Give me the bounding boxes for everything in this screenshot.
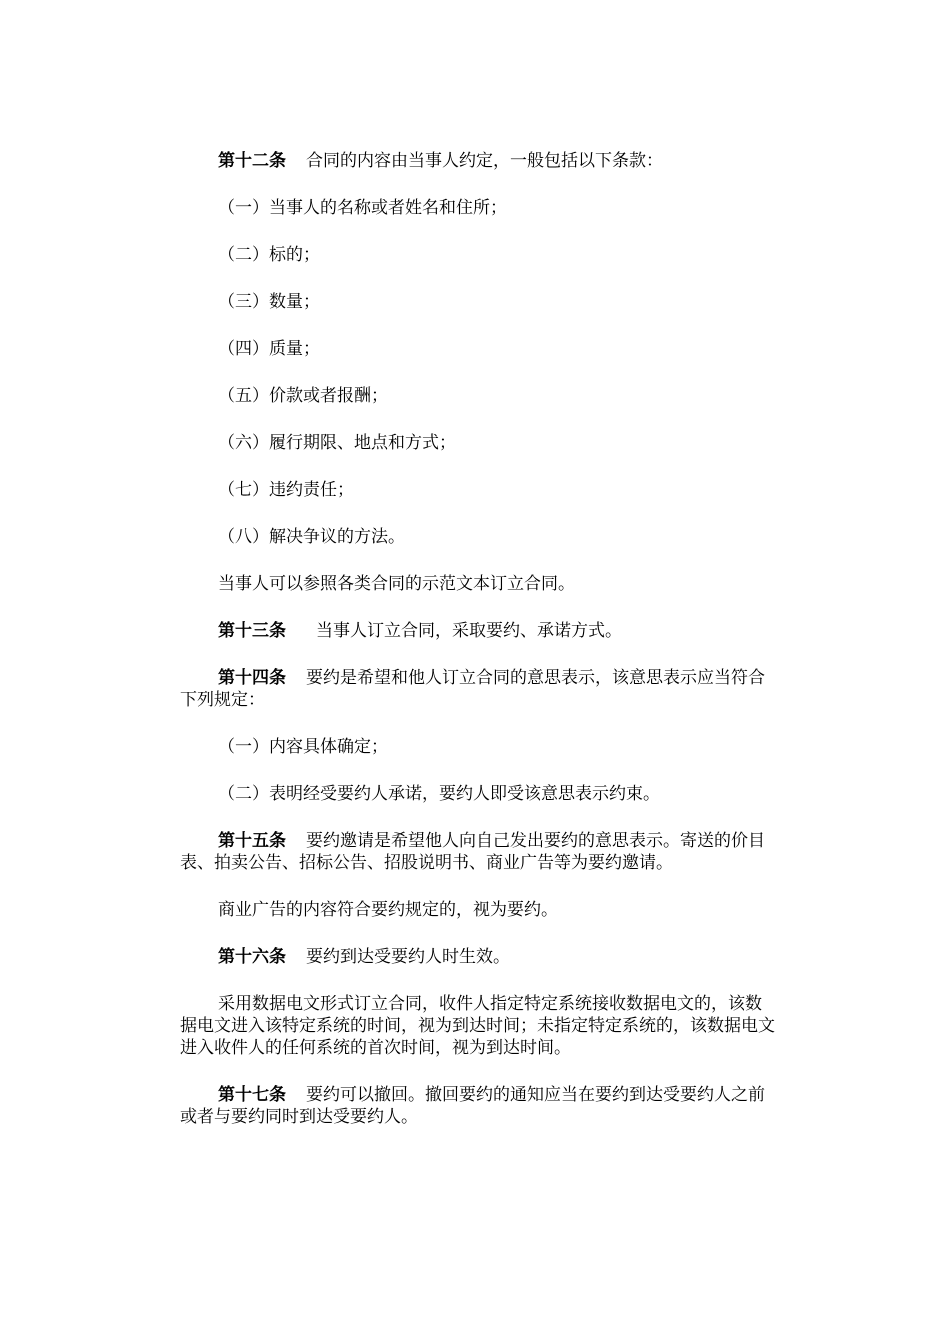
article-12-item-4: （四）质量； <box>218 339 320 359</box>
article-12-item-7: （七）违约责任； <box>218 480 354 500</box>
article-14-item-1: （一）内容具体确定； <box>218 737 388 757</box>
article-13-paragraph <box>180 620 775 642</box>
article-15-text: 要约邀请是希望他人向自己发出要约的意思表示。寄送的价目表、拍卖公告、招标公告、招股说明书、商业广告等为要约邀请。 <box>180 831 765 873</box>
article-16-note: 采用数据电文形式订立合同，收件人指定特定系统接收数据电文的，该数据电文进入该特定系统的时间，视为到达时间；未指定特定系统的，该数据电文进入收件人的任何系统的首次时间，视为到达时间。 <box>180 994 775 1058</box>
article-14-heading: 第十四条 <box>218 668 286 688</box>
article-12-item-8: （八）解决争议的方法。 <box>218 527 405 547</box>
article-13-heading: 第十三条 <box>218 621 286 641</box>
article-12-item-3: （三）数量； <box>218 292 320 312</box>
article-12-heading: 第十二条 <box>218 151 286 171</box>
article-15-heading: 第十五条 <box>218 831 286 851</box>
article-14-item-2: （二）表明经受要约人承诺，要约人即受该意思表示约束。 <box>218 784 660 804</box>
article-17-heading: 第十七条 <box>218 1085 286 1105</box>
article-14-text: 要约是希望和他人订立合同的意思表示，该意思表示应当符合下列规定： <box>180 668 765 710</box>
article-16-heading: 第十六条 <box>218 947 286 967</box>
article-12-item-5: （五）价款或者报酬； <box>218 386 388 406</box>
article-13-text: 当事人订立合同，采取要约、承诺方式。 <box>316 621 622 641</box>
article-12-note: 当事人可以参照各类合同的示范文本订立合同。 <box>218 574 575 594</box>
article-12-paragraph <box>180 150 775 172</box>
article-16-text: 要约到达受要约人时生效。 <box>306 947 510 967</box>
article-17-text: 要约可以撤回。撤回要约的通知应当在要约到达受要约人之前或者与要约同时到达受要约人。 <box>180 1085 765 1127</box>
article-16-paragraph <box>180 946 775 968</box>
text-column <box>180 150 775 1153</box>
article-12-item-6: （六）履行期限、地点和方式； <box>218 433 456 453</box>
article-12-item-1: （一）当事人的名称或者姓名和住所； <box>218 198 507 218</box>
article-17-paragraph <box>180 1084 775 1128</box>
article-14-paragraph <box>180 667 775 711</box>
article-12-text: 合同的内容由当事人约定，一般包括以下条款： <box>306 151 663 171</box>
article-12-item-2: （二）标的； <box>218 245 320 265</box>
article-15-note: 商业广告的内容符合要约规定的，视为要约。 <box>218 900 558 920</box>
article-15-paragraph <box>180 830 775 874</box>
